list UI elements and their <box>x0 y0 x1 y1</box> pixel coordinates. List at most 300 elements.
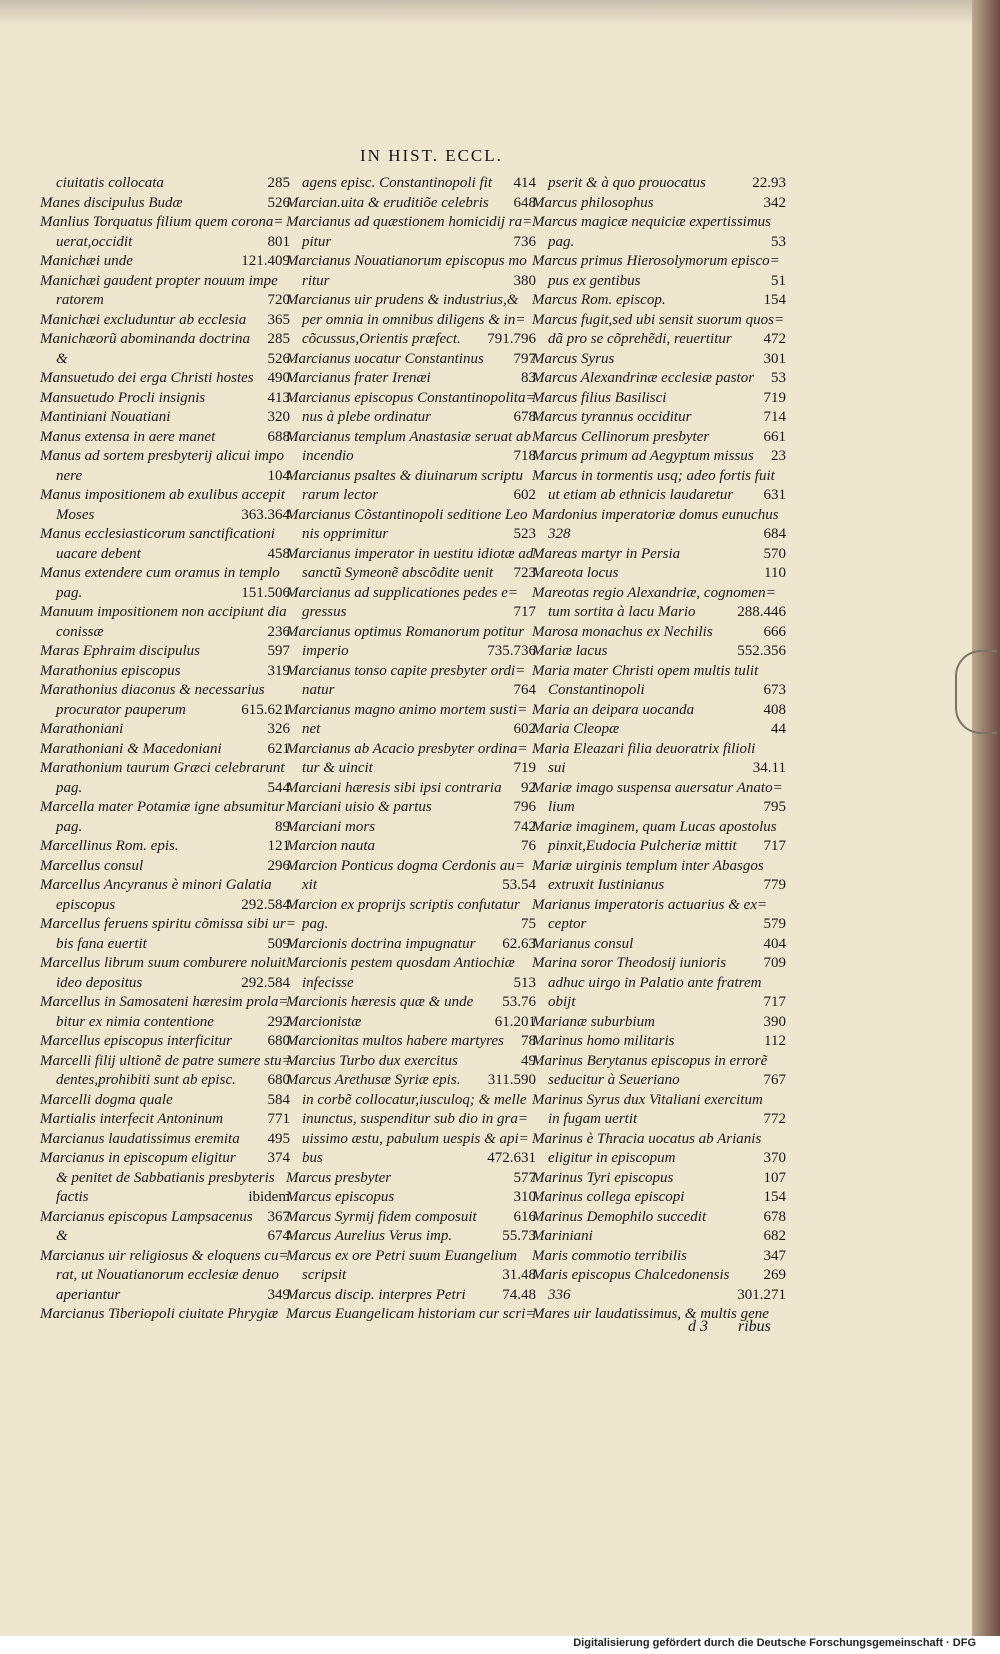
entry-text: Marcionistæ <box>286 1013 362 1030</box>
entry-page-number: 616 <box>513 1208 536 1225</box>
index-entry <box>286 642 536 662</box>
index-entry <box>532 876 786 896</box>
entry-text: Marinus homo militaris <box>532 1033 675 1049</box>
entry-text: ciuitatis collocata <box>56 175 164 191</box>
entry-text: Marathonius diaconus & necessarius <box>40 682 265 698</box>
entry-text: Marcellinus Rom. epis. <box>40 838 179 854</box>
index-entry <box>532 759 786 779</box>
index-entry <box>286 252 536 272</box>
index-entry <box>286 1130 536 1150</box>
entry-text: Marcellus feruens spiritu cõmissa sibi ur= <box>40 916 296 932</box>
entry-text: Marcianus frater Irenæi <box>286 370 431 386</box>
index-entry <box>40 545 290 565</box>
index-entry <box>286 1149 536 1169</box>
entry-page-number: 584 <box>267 1091 290 1108</box>
entry-text: Mariæ imaginem, quam Lucas apostolus <box>532 818 777 835</box>
entry-text: rat, ut Nouatianorum ecclesiæ denuo <box>56 1267 279 1283</box>
index-entry <box>40 389 290 409</box>
entry-text: Mariæ lacus <box>532 643 608 659</box>
entry-page-number: 342 <box>763 194 786 211</box>
index-entry <box>532 291 786 311</box>
entry-text: incendio <box>302 448 354 464</box>
entry-page-number: 380 <box>513 272 536 289</box>
entry-page-number: 615.621 <box>241 701 290 718</box>
entry-text: Constantinopoli <box>548 682 645 698</box>
index-entry <box>532 857 786 877</box>
entry-text: Maria Eleazari filia deuoratrix filioli <box>532 740 756 757</box>
index-entry <box>40 603 290 623</box>
index-entry <box>40 662 290 682</box>
index-column-2 <box>286 174 536 1325</box>
index-entry <box>40 720 290 740</box>
index-entry <box>40 311 290 331</box>
entry-page-number: 365 <box>267 311 290 328</box>
entry-page-number: 688 <box>267 428 290 445</box>
entry-page-number: 121.409 <box>241 253 290 269</box>
entry-page-number: 719 <box>513 760 536 776</box>
entry-text: ceptor <box>548 916 587 932</box>
footer-bar <box>0 1636 1000 1654</box>
entry-text: Manus extendere cum oramus in templo <box>40 565 280 581</box>
entry-text: Marcianus Tiberiopoli ciuitate Phrygiæ <box>40 1306 279 1322</box>
index-entry <box>286 798 536 818</box>
index-entry <box>532 194 786 214</box>
entry-text: adhuc uirgo in Palatio ante fratrem <box>548 974 762 991</box>
index-entry <box>532 545 786 565</box>
index-entry <box>532 389 786 409</box>
entry-text: nis opprimitur <box>302 526 389 542</box>
entry-page-number: 55.73 <box>502 1228 536 1244</box>
entry-text: Marcianus uir religiosus & eloquens cu= <box>40 1247 289 1264</box>
index-entry <box>532 1188 786 1208</box>
entry-text: Marciani mors <box>286 818 376 835</box>
entry-page-number: 526 <box>267 350 290 367</box>
index-entry <box>532 584 786 604</box>
index-entry <box>286 213 536 233</box>
index-entry <box>286 194 536 214</box>
entry-page-number: 363.364 <box>241 506 290 523</box>
index-column-1 <box>40 174 296 1325</box>
entry-text: Marcelli filij ultionẽ de patre sumere stu= <box>40 1052 292 1069</box>
entry-page-number: 513 <box>513 974 536 991</box>
entry-text: Marcionis hæresis quæ & unde <box>286 994 474 1010</box>
index-entry <box>532 623 786 643</box>
entry-text: Marciani uisio & partus <box>286 799 432 815</box>
index-entry <box>532 233 786 253</box>
entry-text: Marcus Cellinorum presbyter <box>532 428 710 445</box>
entry-text: Marcus ex ore Petri suum Euangelium <box>286 1247 517 1264</box>
entry-text: Marcus Arethusæ Syriæ epis. <box>286 1072 461 1088</box>
index-entry <box>40 798 290 818</box>
entry-text: 336 <box>548 1286 571 1303</box>
index-entry <box>40 1188 290 1208</box>
entry-page-number: 285 <box>267 331 290 347</box>
entry-page-number: 44 <box>771 721 786 737</box>
entry-text: & <box>56 350 68 367</box>
index-entry <box>532 681 786 701</box>
entry-text: Maris episcopus Chalcedonensis <box>532 1267 730 1283</box>
entry-text: Marathoniani <box>40 721 124 737</box>
index-entry <box>40 954 290 974</box>
index-entry <box>532 1091 786 1111</box>
entry-text: Manus extensa in aere manet <box>40 428 216 445</box>
index-entry <box>286 467 536 487</box>
entry-page-number: 78 <box>521 1033 536 1049</box>
entry-page-number: 89 <box>275 818 290 835</box>
index-entry <box>40 779 290 799</box>
index-entry <box>532 564 786 584</box>
index-entry <box>532 701 786 721</box>
entry-text: Maria mater Christi opem multis tulit <box>532 662 759 679</box>
entry-page-number: 680 <box>267 1072 290 1088</box>
index-entry <box>532 779 786 799</box>
index-entry <box>286 291 536 311</box>
index-entry <box>532 1071 786 1091</box>
entry-text: pinxit,Eudocia Pulcheriæ mittit <box>548 838 737 854</box>
index-entry <box>40 291 290 311</box>
entry-page-number: 718 <box>513 448 536 464</box>
entry-page-number: 602 <box>513 721 536 737</box>
index-entry <box>286 389 536 409</box>
entry-page-number: 795 <box>763 799 786 815</box>
entry-text: Marcellus librum suum comburere noluit <box>40 955 286 971</box>
entry-page-number: 458 <box>267 545 290 562</box>
entry-text: Marcion Ponticus dogma Cerdonis au= <box>286 857 525 874</box>
entry-page-number: 326 <box>267 721 290 737</box>
entry-text: pag. <box>548 233 575 250</box>
entry-page-number: 292.584 <box>241 896 290 913</box>
index-entry <box>532 408 786 428</box>
index-entry <box>286 506 536 526</box>
index-entry <box>532 798 786 818</box>
index-entry <box>532 525 786 545</box>
entry-text: eligitur in episcopum <box>548 1150 676 1166</box>
entry-page-number: 717 <box>763 838 786 854</box>
index-entry <box>286 603 536 623</box>
index-entry <box>40 408 290 428</box>
entry-text: Mardonius imperatoriæ domus eunuchus <box>532 506 779 523</box>
entry-text: ideo depositus <box>56 974 143 991</box>
index-entry <box>40 1032 290 1052</box>
entry-text: pus ex gentibus <box>548 272 641 289</box>
entry-text: Marcus magicæ nequiciæ expertissimus <box>532 214 771 230</box>
entry-page-number: 320 <box>267 409 290 425</box>
index-entry <box>532 1169 786 1189</box>
index-entry <box>286 564 536 584</box>
entry-page-number: 742 <box>513 818 536 835</box>
index-entry <box>286 428 536 448</box>
entry-text: Marathonium taurum Græci celebrarunt <box>40 760 285 776</box>
entry-page-number: 22.93 <box>752 175 786 191</box>
entry-page-number: 772 <box>763 1111 786 1127</box>
index-entry <box>286 623 536 643</box>
entry-page-number: 301 <box>763 350 786 367</box>
index-entry <box>532 603 786 623</box>
entry-text: Maris commotio terribilis <box>532 1247 688 1264</box>
index-entry <box>532 720 786 740</box>
entry-page-number: 717 <box>513 604 536 620</box>
entry-text: lium <box>548 799 575 815</box>
entry-page-number: 723 <box>513 565 536 581</box>
signature-mark <box>688 1318 771 1336</box>
entry-page-number: 779 <box>763 877 786 893</box>
entry-text: rarum lector <box>302 487 379 503</box>
entry-text: uerat,occidit <box>56 233 133 250</box>
entry-text: Marcius Turbo dux exercitus <box>286 1052 458 1069</box>
index-entry <box>40 740 290 760</box>
entry-text: pserit & à quo prouocatus <box>548 175 706 191</box>
entry-text: Manus ad sortem presbyterij alicui impo <box>40 448 285 464</box>
entry-text: procurator pauperum <box>56 701 186 718</box>
index-entry <box>40 681 290 701</box>
entry-page-number: 154 <box>763 1189 786 1205</box>
entry-page-number: 236 <box>267 623 290 640</box>
running-header <box>0 146 972 170</box>
index-entry <box>40 1071 290 1091</box>
entry-text: Marcianus episcopus Lampsacenus <box>40 1208 253 1225</box>
entry-page-number: 75 <box>521 916 536 932</box>
entry-text: Maria Cleopæ <box>532 721 620 737</box>
index-entry <box>286 311 536 331</box>
entry-page-number: 104 <box>267 467 290 484</box>
index-entry <box>40 759 290 779</box>
index-entry <box>40 330 290 350</box>
entry-text: per omnia in omnibus diligens & in= <box>302 311 526 328</box>
entry-text: cõcussus,Orientis præfect. <box>302 331 461 347</box>
entry-text: in fugam uertit <box>548 1111 638 1127</box>
index-entry <box>286 993 536 1013</box>
entry-page-number: 523 <box>513 526 536 542</box>
entry-page-number: 682 <box>763 1228 786 1244</box>
entry-text: Mareotas regio Alexandriæ, cognomen= <box>532 584 776 601</box>
index-entry <box>40 1247 290 1267</box>
index-entry <box>286 1305 536 1325</box>
entry-page-number: 719 <box>763 389 786 406</box>
index-entry <box>532 330 786 350</box>
entry-text: Mariæ uirginis templum inter Abasgos <box>532 857 764 874</box>
entry-text: imperio <box>302 643 349 659</box>
entry-page-number: 34.11 <box>752 760 786 776</box>
entry-page-number: 680 <box>267 1033 290 1049</box>
entry-page-number: 53 <box>771 370 786 386</box>
entry-text: Mansuetudo dei erga Christi hostes <box>40 370 254 386</box>
entry-page-number: 285 <box>267 175 290 191</box>
entry-text: Marcianus uir prudens & industrius,& <box>286 292 519 308</box>
index-entry <box>40 837 290 857</box>
index-entry <box>286 935 536 955</box>
entry-text: pag. <box>56 584 83 601</box>
index-entry <box>532 1247 786 1267</box>
entry-page-number: 552.356 <box>737 643 786 659</box>
entry-text: Marcus Syrus <box>532 350 615 367</box>
entry-page-number: 49 <box>521 1052 536 1069</box>
entry-text: Marcianus uocatur Constantinus <box>286 350 484 367</box>
index-entry <box>532 1227 786 1247</box>
index-entry <box>40 447 290 467</box>
entry-text: bus <box>302 1150 323 1166</box>
entry-page-number: 292 <box>267 1013 290 1030</box>
index-entry <box>532 1266 786 1286</box>
index-entry <box>532 467 786 487</box>
index-entry <box>532 740 786 760</box>
index-entry <box>532 818 786 838</box>
entry-page-number: 490 <box>267 370 290 386</box>
entry-text: factis <box>56 1189 89 1205</box>
entry-page-number: 797 <box>513 350 536 367</box>
entry-page-number: 374 <box>267 1150 290 1166</box>
index-entry <box>286 954 536 974</box>
index-entry <box>286 720 536 740</box>
index-entry <box>40 174 290 194</box>
entry-text: Manes discipulus Budæ <box>40 194 183 211</box>
entry-text: scripsit <box>302 1267 347 1283</box>
entry-page-number: 151.506 <box>241 584 290 601</box>
entry-text: Marcus Syrmij fidem composuit <box>286 1208 477 1225</box>
entry-text: uacare debent <box>56 545 141 562</box>
header-title: IN HIST. ECCL. <box>360 146 503 165</box>
index-entry <box>286 350 536 370</box>
entry-text: agens episc. Constantinopoli fit <box>302 175 492 191</box>
entry-text: Maria an deipara uocanda <box>532 701 695 718</box>
entry-page-number: 370 <box>763 1150 786 1166</box>
index-entry <box>532 1208 786 1228</box>
entry-text: Manuum impositionem non accipiunt dia <box>40 604 287 620</box>
entry-page-number: 92 <box>521 779 536 796</box>
index-entry <box>286 1286 536 1306</box>
entry-text: Marcus fugit,sed ubi sensit suorum quos= <box>532 311 785 328</box>
entry-text: Marathonius episcopus <box>40 662 181 679</box>
entry-text: Marciani hæresis sibi ipsi contraria <box>286 779 502 796</box>
entry-page-number: 83 <box>521 370 536 386</box>
index-entry <box>532 350 786 370</box>
index-entry <box>286 915 536 935</box>
entry-page-number: 735.736 <box>487 643 536 659</box>
entry-text: Marcianus Nouatianorum episcopus mo <box>286 253 527 269</box>
index-entry <box>532 915 786 935</box>
index-entry <box>286 974 536 994</box>
entry-text: & penitet de Sabbatianis presbyteris <box>56 1169 275 1186</box>
entry-page-number: 597 <box>267 643 290 659</box>
entry-text: Mareas martyr in Persia <box>532 545 681 562</box>
index-entry <box>286 545 536 565</box>
index-entry <box>40 525 290 545</box>
entry-page-number: 23 <box>771 448 786 464</box>
index-entry <box>286 1169 536 1189</box>
entry-text: Marcianus in episcopum eligitur <box>40 1150 236 1166</box>
index-column-3 <box>532 174 786 1325</box>
index-entry <box>40 194 290 214</box>
entry-text: dentes,prohibiti sunt ab episc. <box>56 1072 236 1088</box>
entry-page-number: 631 <box>763 487 786 503</box>
entry-page-number: 53 <box>771 233 786 250</box>
index-entry <box>532 935 786 955</box>
index-entry <box>40 486 290 506</box>
entry-page-number: 767 <box>763 1072 786 1088</box>
index-entry <box>40 1169 290 1189</box>
index-entry <box>286 174 536 194</box>
entry-text: xit <box>302 877 317 893</box>
entry-page-number: 390 <box>763 1013 786 1030</box>
index-entry <box>532 1013 786 1033</box>
index-entry <box>532 642 786 662</box>
entry-text: ratorem <box>56 292 104 308</box>
entry-page-number: 53.76 <box>502 994 536 1010</box>
index-entry <box>532 1032 786 1052</box>
entry-page-number: 107 <box>763 1169 786 1186</box>
entry-page-number: 413 <box>267 389 290 406</box>
entry-text: Martialis interfecit Antoninum <box>40 1111 224 1127</box>
entry-text: Marcianus optimus Romanorum potitur <box>286 623 525 640</box>
index-entry <box>532 993 786 1013</box>
index-entry <box>286 584 536 604</box>
entry-text: seducitur à Seueriano <box>548 1072 680 1088</box>
entry-page-number: 53.54 <box>502 877 536 893</box>
entry-page-number: 154 <box>763 292 786 308</box>
index-entry <box>286 330 536 350</box>
index-entry <box>286 701 536 721</box>
entry-text: Marcus discip. interpres Petri <box>286 1286 466 1303</box>
entry-page-number: 678 <box>763 1208 786 1225</box>
entry-page-number: 648 <box>513 194 536 211</box>
entry-page-number: 673 <box>763 682 786 698</box>
entry-text: Marcianus templum Anastasiæ seruat ab <box>286 428 532 445</box>
entry-text: infecisse <box>302 974 354 991</box>
index-entry <box>286 896 536 916</box>
index-entry <box>40 428 290 448</box>
entry-text: conissæ <box>56 623 104 640</box>
index-entry <box>40 1052 290 1072</box>
index-entry <box>532 428 786 448</box>
entry-text: Marosa monachus ex Nechilis <box>532 623 713 640</box>
entry-text: Marcella mater Potamiæ igne absumitur <box>40 799 285 815</box>
entry-page-number: 736 <box>513 233 536 250</box>
entry-page-number: 74.48 <box>502 1286 536 1303</box>
entry-text: net <box>302 721 321 737</box>
entry-text: bis fana euertit <box>56 935 147 952</box>
index-entry <box>286 1032 536 1052</box>
entry-page-number: 404 <box>763 935 786 952</box>
entry-page-number: 347 <box>763 1247 786 1264</box>
entry-text: Marianæ suburbium <box>532 1013 655 1030</box>
index-entry <box>286 1247 536 1267</box>
index-entry <box>532 1130 786 1150</box>
entry-text: dã pro se cõprehẽdi, reuertitur <box>548 331 732 347</box>
entry-text: Marina soror Theodosij iunioris <box>532 955 727 971</box>
index-entry <box>40 1110 290 1130</box>
entry-page-number: 288.446 <box>737 604 786 620</box>
entry-page-number: 367 <box>267 1208 290 1225</box>
entry-text: pag. <box>56 779 83 796</box>
index-entry <box>286 1013 536 1033</box>
entry-text: Marianus consul <box>532 935 634 952</box>
entry-text: pag. <box>56 818 83 835</box>
entry-text: in corbẽ collocatur,iusculoq; & melle <box>302 1091 527 1108</box>
index-entry <box>286 759 536 779</box>
entry-text: Marcellus Ancyranus è minori Galatia <box>40 877 272 893</box>
entry-text: Marcianus magno animo mortem susti= <box>286 701 528 718</box>
entry-page-number: 62.63 <box>502 935 536 952</box>
entry-page-number: 764 <box>513 682 536 698</box>
entry-text: natur <box>302 682 335 698</box>
entry-text: Marcus Alexandrinæ ecclesiæ pastor <box>532 370 755 386</box>
entry-text: Marcianus imperator in uestitu idiotæ ad <box>286 545 534 562</box>
index-entry <box>40 506 290 526</box>
entry-page-number: 495 <box>267 1130 290 1147</box>
index-entry <box>532 896 786 916</box>
entry-text: Marcus Aurelius Verus imp. <box>286 1228 453 1244</box>
entry-page-number: 349 <box>267 1286 290 1303</box>
entry-text: Marcionis doctrina impugnatur <box>286 935 476 952</box>
